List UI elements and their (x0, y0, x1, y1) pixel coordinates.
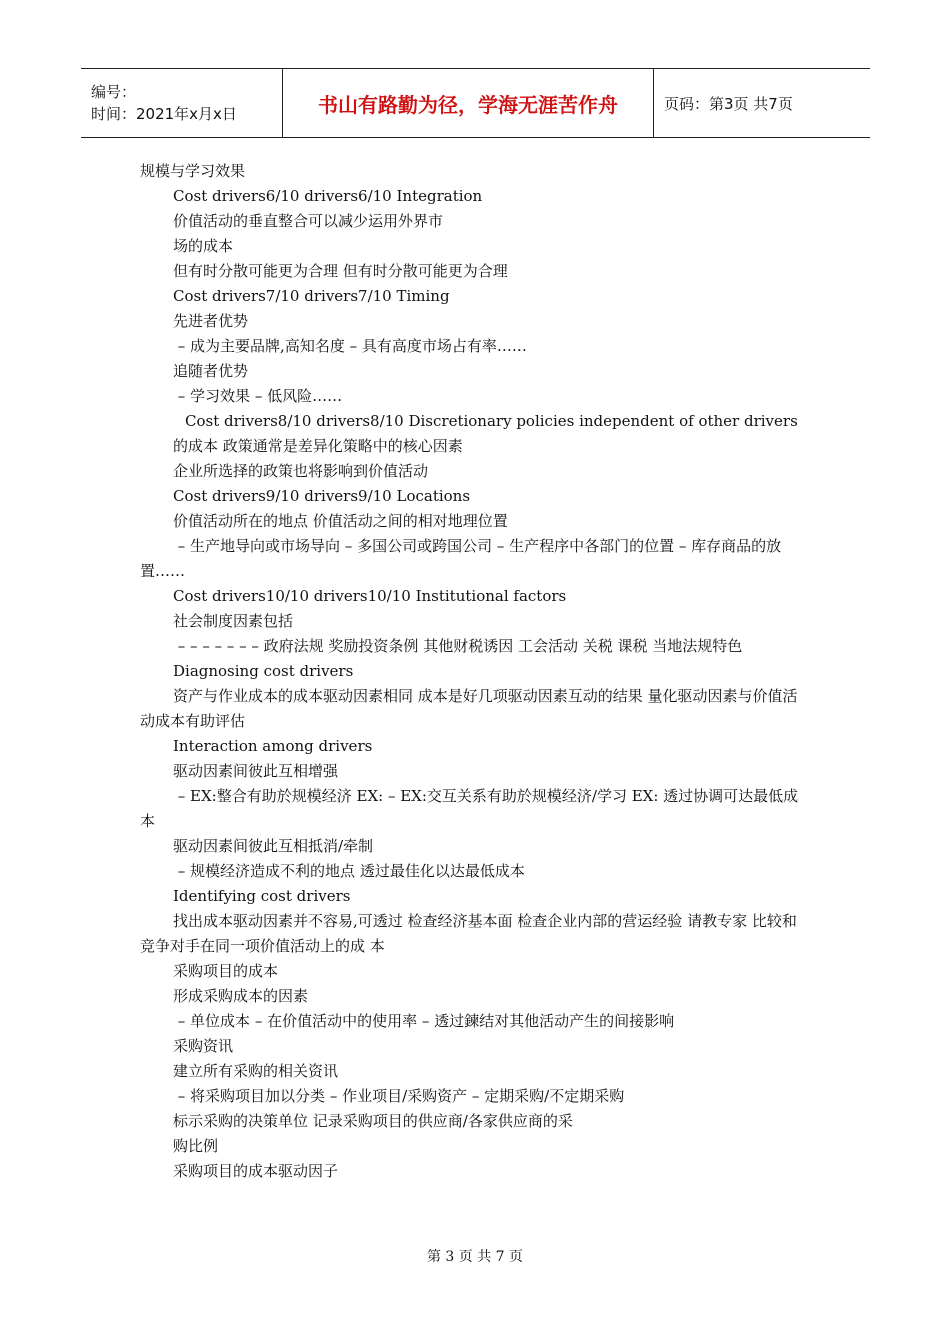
body-line: 驱动因素间彼此互相抵消/牵制 (173, 837, 374, 855)
body-line: Diagnosing cost drivers (173, 662, 354, 680)
body-line: 建立所有采购的相关资讯 (173, 1062, 339, 1080)
body-line: – 生产地导向或市场导向 – 多国公司或跨国公司 – 生产程序中各部门的位置 – 库存商品的放置…… (140, 537, 782, 580)
header-motto: 书山有路勤为径，学海无涯苦作舟 (282, 69, 654, 137)
document-number-label: 编号： (91, 83, 137, 101)
body-line: 的成本 政策通常是差异化策略中的核心因素 (173, 437, 463, 455)
body-line: 企业所选择的政策也将影响到价值活动 (173, 462, 429, 480)
body-line: 采购资讯 (173, 1037, 234, 1055)
body-line: 标示采购的决策单位 记录采购项目的供应商/各家供应商的采 (173, 1112, 573, 1130)
body-line: 形成采购成本的因素 (173, 987, 309, 1005)
body-line: – 单位成本 – 在价值活动中的使用率 – 透过鍊结对其他活动产生的间接影响 (173, 1012, 675, 1030)
body-line: 追随者优势 (173, 362, 249, 380)
body-line: – 将采购项目加以分类 – 作业项目/采购资产 – 定期采购/不定期采购 (173, 1087, 625, 1105)
body-line: Cost drivers9/10 drivers9/10 Locations (173, 487, 471, 505)
body-line: Cost drivers10/10 drivers10/10 Institutional factors (173, 587, 567, 605)
body-line: Cost drivers6/10 drivers6/10 Integration (173, 187, 483, 205)
body-line: Cost drivers7/10 drivers7/10 Timing (173, 287, 450, 305)
body-line: – 成为主要品牌,高知名度 – 具有高度市场占有率…… (173, 337, 527, 355)
body-line: 采购项目的成本驱动因子 (173, 1162, 339, 1180)
page-footer: 第 3 页 共 7 页 (426, 1249, 524, 1265)
body-line: – 学习效果 – 低风险…… (173, 387, 343, 405)
document-date: 时间：2021年x月x日 (91, 105, 237, 123)
body-line: 购比例 (173, 1137, 219, 1155)
body-line: 但有时分散可能更为合理 但有时分散可能更为合理 (173, 262, 508, 280)
body-line: 价值活动的垂直整合可以减少运用外界市 (173, 212, 444, 230)
page-header (81, 68, 870, 138)
body-line: 找出成本驱动因素并不容易,可透过 检查经济基本面 检查企业内部的营运经验 请教专家 比较和竞争对手在同一项价值活动上的成 本 (140, 912, 797, 955)
body-line: 社会制度因素包括 (173, 612, 294, 630)
body-line: 先进者优势 (173, 312, 249, 330)
body-line: Cost drivers8/10 drivers8/10 Discretionary policies independent of other drivers (185, 412, 798, 430)
body-line: – EX:整合有助於规模经济 EX: – EX:交互关系有助於规模经济/学习 EX: 透过协调可达最低成本 (140, 787, 799, 830)
header-meta (81, 69, 282, 137)
body-line: 场的成本 (173, 237, 234, 255)
body-line: 驱动因素间彼此互相增强 (173, 762, 339, 780)
body-line: 价值活动所在的地点 价值活动之间的相对地理位置 (173, 512, 508, 530)
body-line: Identifying cost drivers (173, 887, 351, 905)
body-line: – 规模经济造成不利的地点 透过最佳化以达最低成本 (173, 862, 525, 880)
body-line: 采购项目的成本 (173, 962, 279, 980)
body-line: – – – – – – – 政府法规 奖励投资条例 其他财税诱因 工会活动 关税 课税 当地法规特色 (173, 637, 743, 655)
body-line: 规模与学习效果 (140, 162, 246, 180)
document-body (140, 159, 810, 1184)
body-line: 资产与作业成本的成本驱动因素相同 成本是好几项驱动因素互动的结果 量化驱动因素与价值活动成本有助评估 (140, 687, 798, 730)
body-line: Interaction among drivers (173, 737, 373, 755)
header-page-info: 页码：第3页 共7页 (664, 94, 793, 113)
